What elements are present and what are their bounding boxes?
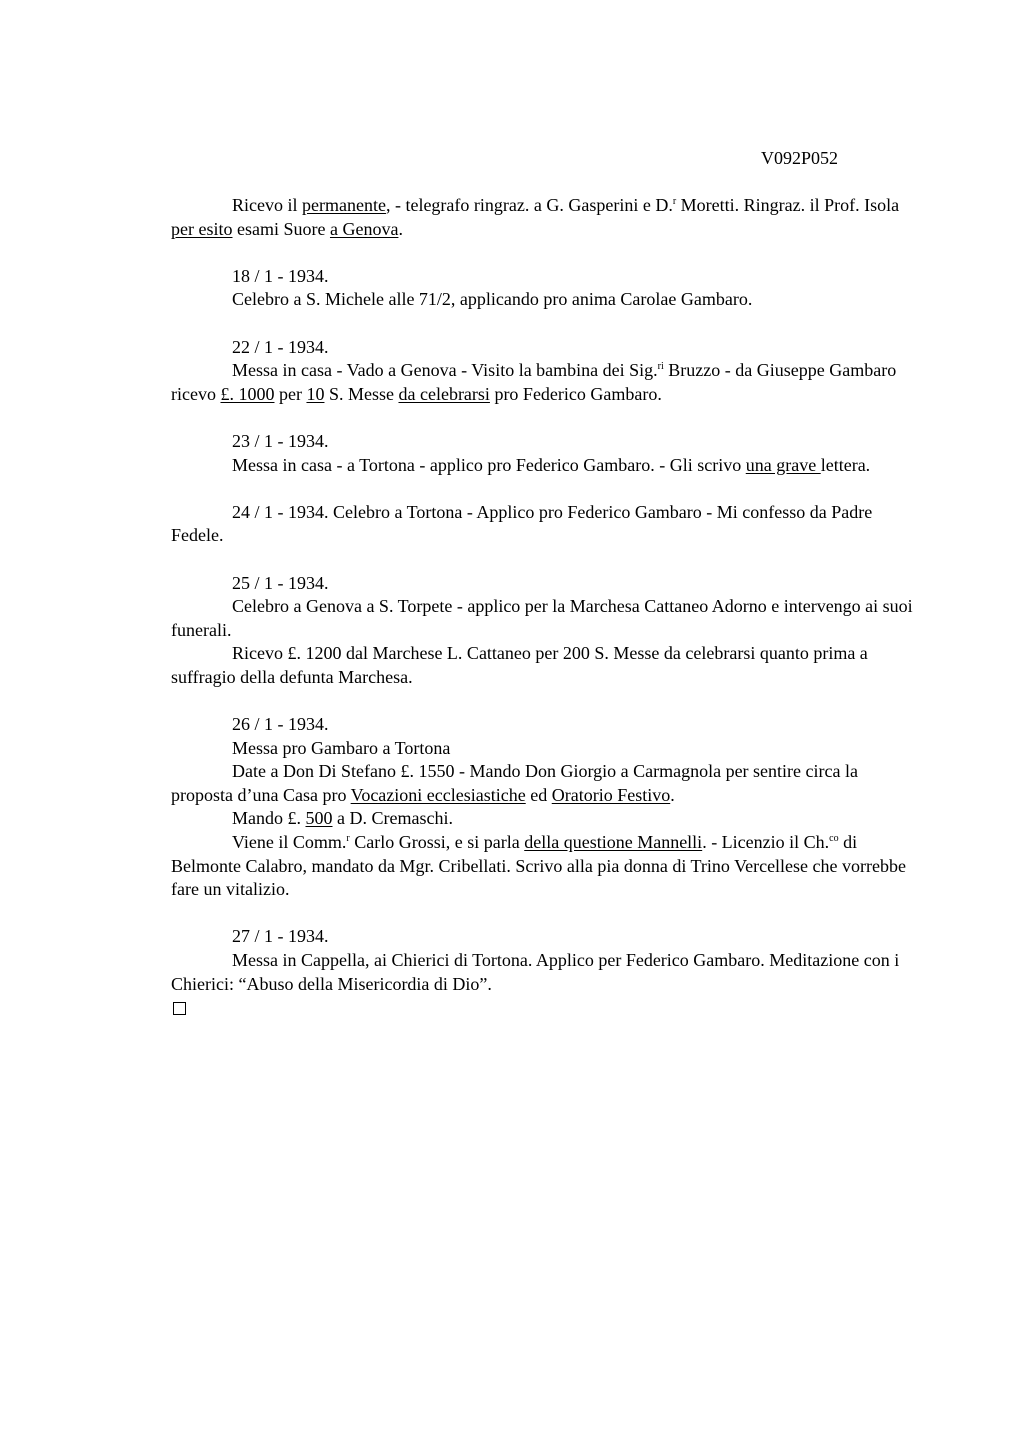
diary-text [171, 194, 921, 1022]
entry-text: Messa in casa - a Tortona - applico pro Federico Gambaro. - Gli scrivo una grave lettera. [232, 454, 871, 475]
entry-text: Viene il Comm.$^r$ Carlo Grossi, e si parla della questione Mannelli. - Licenzio il Ch.$^{co}$ di Belmonte Calabro, mandato da Mgr. Cribellati. Scrivo alla pia donna di Trino Vercellese che vorrebbe fare un vitalizio. [171, 832, 906, 900]
entry-text: Date a Don Di Stefano £. 1550 - Mando Don Giorgio a Carmagnola per sentire circa la proposta d’una Casa pro Vocazioni ecclesiastiche ed Oratorio Festivo. [171, 761, 858, 805]
entry-text: Messa in casa - Vado a Genova - Visito la bambina dei Sig.$^{ri}$ Bruzzo - da Giuseppe Gambaro ricevo £. 1000 per 10 S. Messe da celebrarsi pro Federico Gambaro. [171, 360, 897, 404]
entry-text: Ricevo £. 1200 dal Marchese L. Cattaneo per 200 S. Messe da celebrarsi quanto prima a suffragio della defunta Marchesa. [171, 643, 868, 687]
page-id: V092P052 [760, 148, 838, 168]
entry-date: 22 / 1 - 1934. [232, 336, 329, 357]
entry-date: 27 / 1 - 1934. [232, 926, 329, 947]
entry-text: Celebro a Genova a S. Torpete - applico per la Marchesa Cattaneo Adorno e intervengo ai suoi funerali. [171, 596, 913, 640]
entry-date: 18 / 1 - 1934. [232, 265, 329, 286]
end-mark-icon [173, 1002, 186, 1015]
entry-date: 23 / 1 - 1934. [232, 430, 329, 451]
entry-date: 26 / 1 - 1934. [232, 714, 329, 735]
entry-date: 25 / 1 - 1934. [232, 572, 329, 593]
entry-text: Celebro a S. Michele alle 71/2, applicando pro anima Carolae Gambaro. [232, 289, 753, 310]
entry-text: Mando £. 500 a D. Cremaschi. [232, 808, 453, 829]
intro-paragraph: Ricevo il permanente, - telegrafo ringraz. a G. Gasperini e D.$^r$ Moretti. Ringraz. il Prof. Isola per esito esami Suore a Genova. [171, 195, 900, 239]
entry-text: Messa in Cappella, ai Chierici di Tortona. Applico per Federico Gambaro. Meditazione con i Chierici: “Abuso della Misericordia di Dio”. [171, 950, 900, 994]
entry-text: Messa pro Gambaro a Tortona [232, 737, 451, 758]
entry-text: 24 / 1 - 1934. Celebro a Tortona - Applico pro Federico Gambaro - Mi confesso da Padre Fedele. [171, 501, 873, 546]
